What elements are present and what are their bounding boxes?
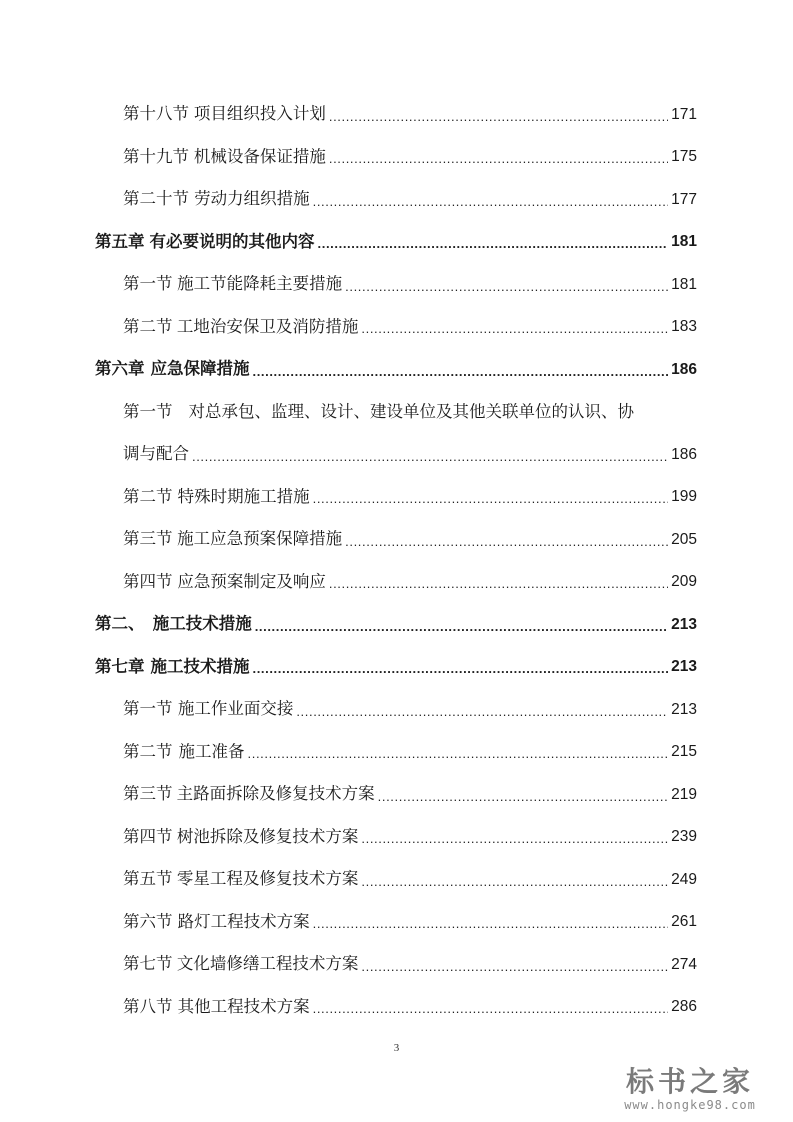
toc-entry-title: 施工作业面交接: [177, 699, 294, 718]
toc-entry-title: 应急保障措施: [150, 359, 250, 378]
toc-entry[interactable]: [0, 816, 793, 859]
dot-leader: [313, 195, 669, 208]
watermark-url: www.hongke98.com: [624, 1098, 756, 1112]
dot-leader: [252, 662, 668, 675]
toc-entry-page: 213: [671, 700, 697, 718]
toc-entry-number: 第七章: [95, 656, 145, 676]
toc-entry-title: 施工准备: [178, 741, 245, 761]
toc-entry-title: 施工节能降耗主要措施: [177, 274, 343, 293]
toc-entry[interactable]: [0, 561, 793, 604]
dot-leader: [361, 322, 668, 335]
dot-leader: [378, 790, 668, 803]
toc-entry-title: 文化墙修缮工程技术方案: [176, 954, 359, 973]
toc-entry-number: 第八节: [123, 996, 173, 1016]
toc-entry-page: 199: [671, 488, 697, 505]
toc-entry-title: 零星工程及修复技术方案: [176, 869, 359, 888]
toc-entry-page: 213: [671, 615, 697, 633]
toc-entry-page: 209: [671, 573, 697, 590]
toc-entry-title: 施工技术措施: [150, 656, 250, 676]
toc-entry-number: 第二节: [123, 741, 173, 761]
toc-entry[interactable]: [0, 518, 793, 561]
toc-entry-page: 186: [671, 360, 697, 378]
toc-entry-number: 第三节: [123, 784, 173, 803]
toc-entry-title: 特殊时期施工措施: [177, 486, 310, 506]
toc-entry[interactable]: [0, 986, 793, 1029]
toc-entry[interactable]: [0, 178, 793, 221]
toc-entry-page: 249: [671, 870, 697, 888]
toc-entry-page: 213: [671, 658, 697, 675]
dot-leader: [345, 280, 668, 293]
dot-leader: [313, 1002, 669, 1015]
toc-entry-title: 机械设备保证措施: [193, 146, 326, 166]
dot-leader: [329, 152, 668, 165]
toc-entry-page: 181: [671, 275, 697, 293]
dot-leader: [318, 237, 669, 250]
toc-entry-title: 劳动力组织措施: [194, 189, 310, 208]
toc-entry-title: 有必要说明的其他内容: [149, 231, 315, 251]
dot-leader: [329, 110, 668, 123]
toc-entry-number: 第二节: [123, 486, 173, 506]
dot-leader: [192, 450, 668, 463]
toc-entry-title: 对总承包、监理、设计、建设单位及其他关联单位的认识、协: [188, 401, 634, 421]
toc-entry[interactable]: [0, 136, 793, 179]
toc-entry[interactable]: [0, 263, 793, 306]
toc-entry-page: 274: [671, 955, 697, 973]
toc-entry-title: 路灯工程技术方案: [177, 911, 310, 931]
toc-entry-number: 第二、: [95, 614, 145, 633]
toc-entry-page: 261: [671, 913, 697, 930]
toc-entry-page: 239: [671, 828, 697, 845]
toc-entry-page: 181: [671, 233, 697, 250]
toc-entry-number: 第一节: [123, 699, 173, 718]
toc-chapter-entry[interactable]: [0, 603, 793, 646]
toc-entry-title: 其他工程技术方案: [177, 996, 310, 1016]
toc-entry-number: 第六章: [95, 359, 145, 378]
toc-entry[interactable]: [0, 858, 793, 901]
toc-chapter-entry[interactable]: [0, 348, 793, 391]
page-number: 3: [393, 1042, 400, 1054]
toc-entry-number: 第二十节: [123, 189, 189, 208]
toc-entry-title: 施工应急预案保障措施: [177, 529, 343, 548]
toc-entry[interactable]: [0, 901, 793, 944]
dot-leader: [252, 365, 668, 378]
toc-entry[interactable]: [0, 476, 793, 519]
toc-entry[interactable]: [0, 943, 793, 986]
dot-leader: [313, 492, 669, 505]
toc-entry-number: 第一节: [123, 401, 173, 421]
toc-entry-number: 第五章: [95, 231, 145, 251]
toc-entry-title: 应急预案制定及响应: [177, 571, 326, 591]
toc-entry-title: 项目组织投入计划: [193, 104, 326, 123]
toc-entry-page: 186: [671, 445, 697, 463]
toc-entry-title: 工地治安保卫及消防措施: [176, 316, 359, 336]
toc-entry-page: 171: [671, 105, 697, 123]
toc-entry-page: 215: [671, 743, 697, 760]
dot-leader: [345, 535, 668, 548]
table-of-contents: [0, 93, 793, 1028]
toc-entry-wrapped[interactable]: [0, 391, 793, 434]
toc-entry[interactable]: [0, 731, 793, 774]
toc-entry-page: 183: [671, 318, 697, 335]
dot-leader: [296, 705, 668, 718]
dot-leader: [361, 960, 668, 973]
toc-chapter-entry[interactable]: [0, 646, 793, 689]
toc-entry-number: 第四节: [123, 826, 173, 846]
toc-entry-number: 第十九节: [123, 146, 189, 166]
dot-leader: [361, 875, 668, 888]
toc-entry[interactable]: [0, 773, 793, 816]
toc-entry-title: 主路面拆除及修复技术方案: [176, 784, 375, 803]
toc-entry-number: 第二节: [123, 316, 173, 336]
toc-entry-title: 施工技术措施: [152, 614, 252, 633]
toc-entry-number: 第四节: [123, 571, 173, 591]
toc-entry[interactable]: [0, 688, 793, 731]
dot-leader: [313, 917, 669, 930]
toc-entry-page: 175: [671, 148, 697, 165]
toc-entry-number: 第六节: [123, 911, 173, 931]
toc-entry-title: 树池拆除及修复技术方案: [176, 826, 359, 846]
toc-entry[interactable]: [0, 306, 793, 349]
toc-entry-title-continuation: 调与配合: [123, 444, 189, 463]
toc-entry[interactable]: [0, 93, 793, 136]
toc-entry-page: 205: [671, 530, 697, 548]
dot-leader: [361, 832, 668, 845]
dot-leader: [255, 620, 668, 633]
toc-chapter-entry[interactable]: [0, 221, 793, 264]
toc-entry-page: 177: [671, 190, 697, 208]
toc-entry-number: 第五节: [123, 869, 173, 888]
toc-entry-number: 第三节: [123, 529, 173, 548]
toc-entry-page: 219: [671, 785, 697, 803]
toc-entry-continuation[interactable]: [0, 433, 793, 476]
toc-entry-number: 第七节: [123, 954, 173, 973]
dot-leader: [248, 747, 669, 760]
watermark-logo: [595, 1065, 785, 1112]
toc-entry-number: 第十八节: [123, 104, 189, 123]
dot-leader: [329, 577, 668, 590]
toc-entry-number: 第一节: [123, 274, 173, 293]
watermark-title: 标书之家: [625, 1065, 754, 1098]
toc-entry-page: 286: [671, 998, 697, 1015]
